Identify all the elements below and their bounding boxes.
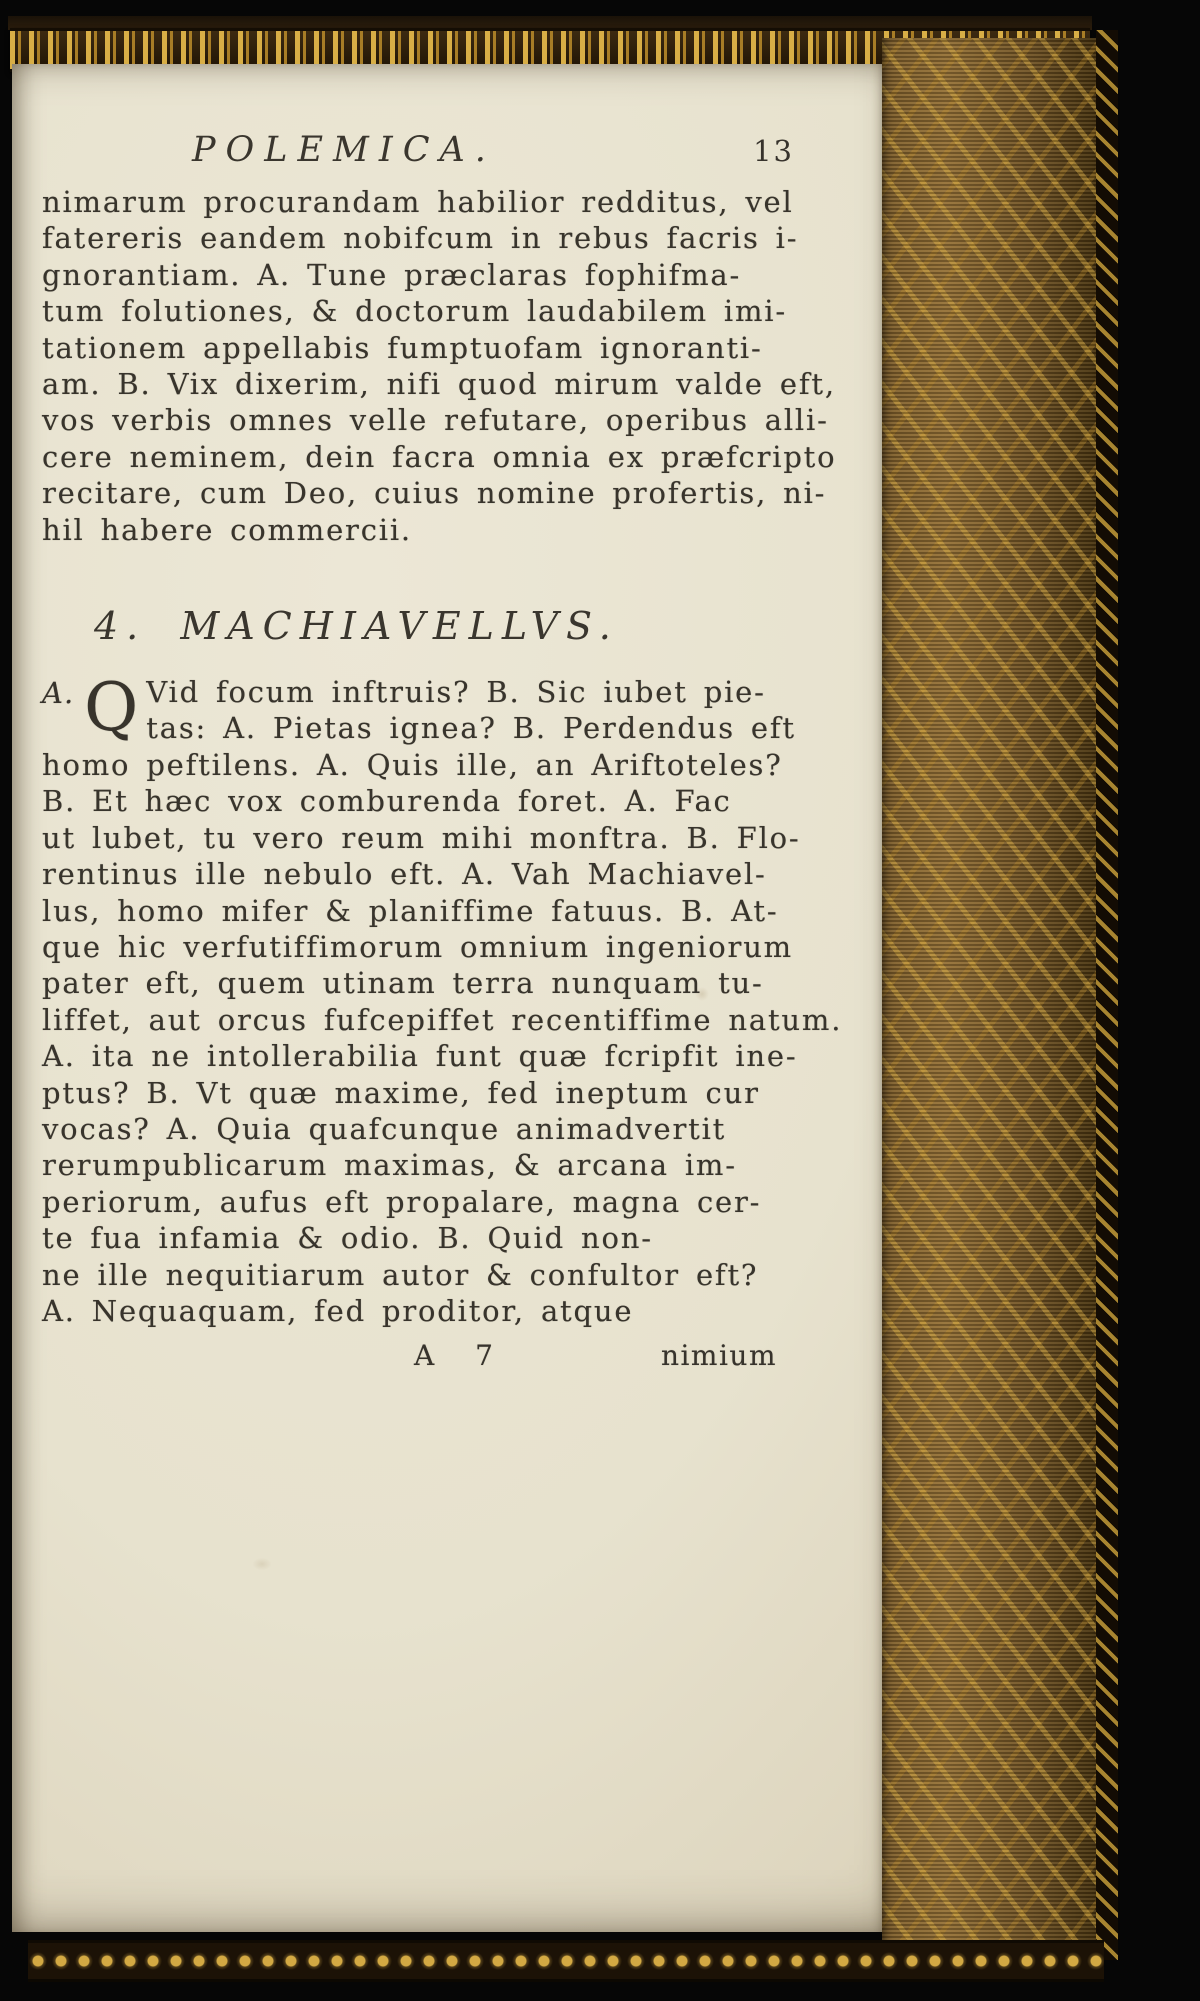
paragraph-block (42, 184, 842, 548)
text-line: am. B. Vix dixerim, nifi quod mirum valde eft, (42, 367, 836, 402)
book-page (12, 64, 882, 1932)
text-line: fatereris eandem nobifcum in rebus facris i- (42, 221, 799, 256)
drop-cap-initial: Q (84, 669, 139, 747)
text-line: rentinus ille nebulo eft. A. Vah Machiavel- (42, 857, 767, 892)
text-line: ptus? B. Vt quæ maxime, fed ineptum cur (42, 1075, 760, 1110)
text-line: pater eft, quem utinam terra nunquam tu- (42, 966, 764, 1001)
text-line: ne ille nequitiarum autor & confultor eft? (42, 1257, 759, 1292)
dialogue-block (42, 669, 843, 1329)
text-line: vocas? A. Quia quafcunque animadvertit (42, 1111, 727, 1146)
catchword: nimium (660, 1339, 778, 1373)
text-line: rerumpublicarum maximas, & arcana im- (42, 1148, 737, 1183)
text-line: recitare, cum Deo, cuius nomine profertis, ni- (42, 476, 827, 511)
text-line: periorum, aufus eft propalare, magna cer- (42, 1184, 762, 1219)
text-line: que hic verfutiffimorum omnium ingeniorum (42, 929, 793, 964)
text-line: cere neminem, dein facra omnia ex præfcripto (42, 439, 837, 474)
section-heading: 4. MACHIAVELLVS. (94, 604, 619, 649)
dialogue-opening (42, 669, 842, 747)
running-head (42, 130, 842, 170)
text-line: Vid focum inftruis? B. Sic iubet pie- (146, 675, 766, 710)
back-cover-gilt-edge (1096, 30, 1118, 1960)
bottom-gilt-ornament-band (28, 1940, 1104, 1982)
text-line: A. ita ne intollerabilia funt quæ fcripfit ine- (42, 1039, 798, 1074)
text-line: liffet, aut orcus fufcepiffet recentiffime natum. (42, 1002, 843, 1037)
text-line: ut lubet, tu vero reum mihi monftra. B. Flo- (42, 820, 801, 855)
text-line: B. Et hæc vox comburenda foret. A. Fac (42, 784, 732, 819)
text-line: hil habere commercii. (42, 512, 412, 547)
text-line: gnorantiam. A. Tune præclaras fophifma- (42, 257, 742, 292)
text-line: A. Nequaquam, fed proditor, atque (42, 1293, 634, 1328)
gilt-page-fore-edge (882, 38, 1096, 1950)
text-line: tas: A. Pietas ignea? B. Perdendus eft (146, 711, 796, 746)
opening-lines (146, 674, 842, 747)
page-number: 13 (753, 134, 794, 168)
speaker-label: A. (42, 676, 75, 711)
text-line: nimarum procurandam habilior redditus, vel (42, 185, 794, 219)
text-line: vos verbis omnes velle refutare, operibus alli- (42, 403, 829, 438)
text-line: tationem appellabis fumptuofam ignoranti- (42, 330, 763, 365)
text-line: homo peftilens. A. Quis ille, an Ariftoteles? (42, 747, 783, 782)
page-footer (42, 1339, 842, 1372)
running-title: POLEMICA. (192, 130, 496, 170)
text-line: lus, homo mifer & planiffime fatuus. B. At- (42, 893, 779, 928)
text-line: te fua infamia & odio. B. Quid non- (42, 1221, 653, 1256)
signature-mark: A 7 (414, 1339, 509, 1373)
text-line: tum folutiones, & doctorum laudabilem imi- (42, 294, 787, 329)
